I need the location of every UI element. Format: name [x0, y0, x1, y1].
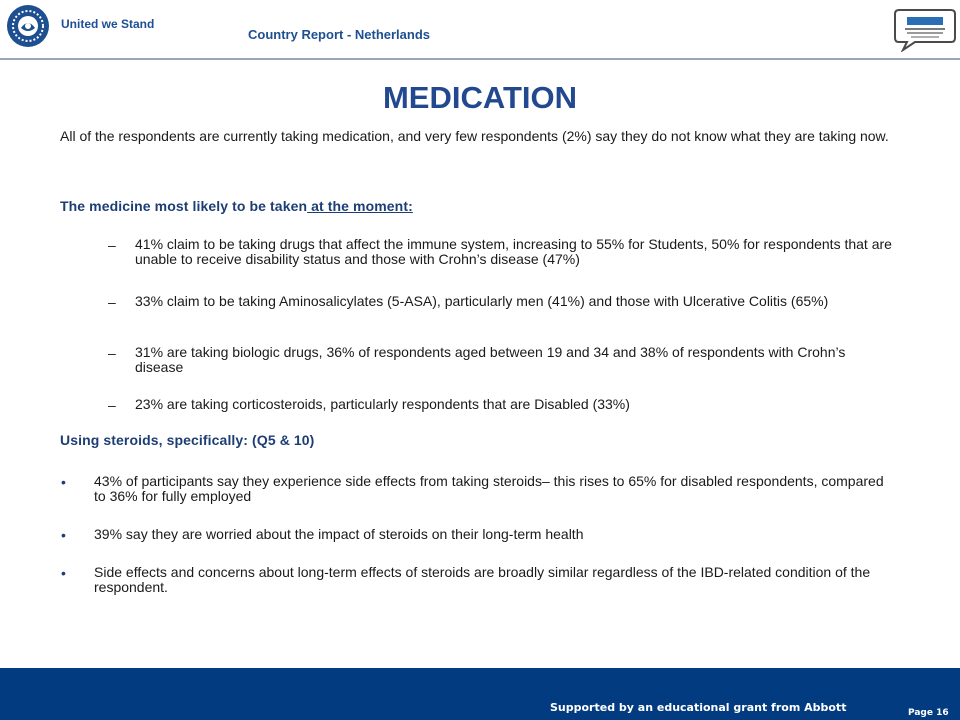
- bullet-marker: •: [61, 527, 66, 543]
- header-divider: [0, 58, 960, 60]
- page-number: Page 16: [908, 708, 949, 718]
- medicine-heading: [60, 198, 413, 214]
- org-name: United we Stand: [61, 17, 155, 31]
- dash-marker: –: [108, 294, 116, 310]
- list-item: 39% say they are worried about the impact of steroids on their long-term health: [94, 526, 584, 542]
- impact-logo: [893, 4, 957, 52]
- bullet-marker: •: [61, 565, 66, 581]
- list-item: 43% of participants say they experience side effects from taking steroids– this rises to 65% for disabled respondents, compared to 36% for fully employed: [94, 473, 884, 504]
- bullet-marker: •: [61, 474, 66, 490]
- page-title: MEDICATION: [382, 80, 578, 115]
- footer-support-text: Supported by an educational grant from Abbott: [550, 701, 847, 714]
- list-item: 23% are taking corticosteroids, particularly respondents that are Disabled (33%): [135, 396, 630, 412]
- list-item: Side effects and concerns about long-term effects of steroids are broadly similar regardless of the IBD-related condition of the respondent.: [94, 564, 871, 595]
- dash-marker: –: [108, 237, 116, 253]
- dash-marker: –: [108, 397, 116, 413]
- dash-marker: –: [108, 345, 116, 361]
- list-item: 41% claim to be taking drugs that affect the immune system, increasing to 55% for Students, 50% for respondents that are unable to receive disability status and those with Crohn’s disease (47%): [135, 236, 892, 267]
- medicine-heading-text: The medicine most likely to be taken: [60, 198, 308, 214]
- list-item: 31% are taking biologic drugs, 36% of respondents aged between 19 and 34 and 38% of respondents with Crohn’s disease: [135, 344, 846, 375]
- steroids-heading: Using steroids, specifically: (Q5 & 10): [60, 432, 315, 448]
- intro-paragraph: All of the respondents are currently taking medication, and very few respondents (2%) say they do not know what they are taking now.: [60, 128, 889, 144]
- medicine-heading-underlined: at the moment:: [307, 198, 413, 214]
- report-title: Country Report - Netherlands: [248, 27, 431, 42]
- united-we-stand-logo: [6, 4, 50, 48]
- list-item: 33% claim to be taking Aminosalicylates (5-ASA), particularly men (41%) and those with Ulcerative Colitis (65%): [135, 293, 829, 309]
